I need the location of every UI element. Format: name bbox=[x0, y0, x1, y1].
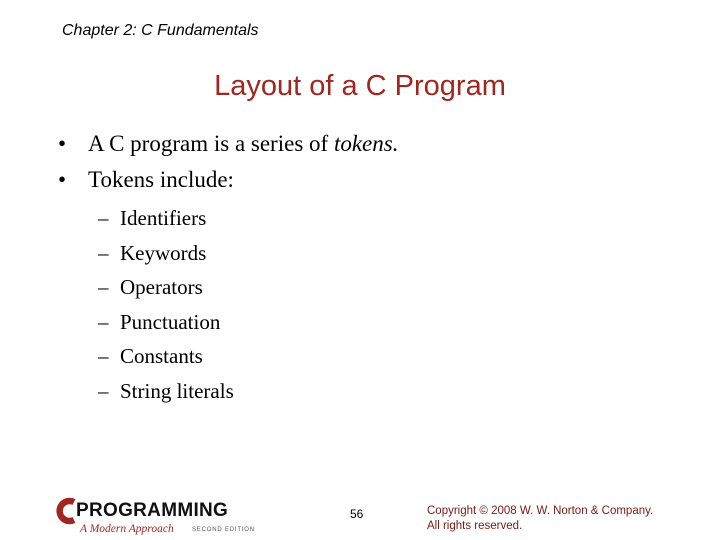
bullet-mark: • bbox=[58, 131, 67, 156]
bullet-item bbox=[58, 162, 398, 198]
sub-bullet-text: Identifiers bbox=[120, 206, 207, 230]
dash-mark: – bbox=[98, 275, 109, 300]
sub-bullet-text: Punctuation bbox=[120, 309, 221, 334]
sub-bullet-item bbox=[98, 236, 234, 271]
sub-bullet-item bbox=[98, 270, 234, 305]
dash-mark: – bbox=[98, 240, 109, 265]
logo-subtitle: A Modern Approach bbox=[80, 523, 174, 535]
copyright-notice bbox=[427, 504, 653, 534]
slide-title: Layout of a C Program bbox=[214, 70, 506, 102]
dash-mark: – bbox=[98, 309, 109, 334]
sub-bullet-text: String literals bbox=[120, 378, 234, 403]
logo-edition: SECOND EDITION bbox=[192, 527, 255, 533]
bullet-list bbox=[58, 126, 398, 198]
sub-bullet-list bbox=[98, 201, 234, 409]
dash-mark: – bbox=[98, 344, 109, 369]
sub-bullet-item bbox=[98, 339, 234, 374]
copyright-line: Copyright © 2008 W. W. Norton & Company. bbox=[427, 505, 654, 517]
bullet-item bbox=[58, 126, 398, 162]
bullet-mark: • bbox=[58, 167, 67, 192]
c-letter-icon bbox=[54, 496, 78, 526]
sub-bullet-text: Constants bbox=[120, 344, 203, 369]
copyright-line: All rights reserved. bbox=[427, 520, 523, 532]
bullet-text: Tokens include: bbox=[88, 167, 234, 192]
logo-wordmark: PROGRAMMING bbox=[76, 500, 229, 521]
book-logo bbox=[54, 496, 269, 540]
sub-bullet-item bbox=[98, 374, 234, 409]
page-number: 56 bbox=[350, 507, 364, 521]
sub-bullet-item bbox=[98, 201, 234, 236]
sub-bullet-text: Keywords bbox=[120, 240, 207, 265]
bullet-text: A C program is a series of bbox=[88, 131, 334, 156]
sub-bullet-item bbox=[98, 305, 234, 340]
chapter-header: Chapter 2: C Fundamentals bbox=[62, 22, 259, 39]
sub-bullet-text: Operators bbox=[120, 275, 203, 300]
bullet-emphasis: tokens. bbox=[333, 131, 399, 156]
dash-mark: – bbox=[98, 378, 109, 403]
dash-mark: – bbox=[98, 206, 109, 230]
